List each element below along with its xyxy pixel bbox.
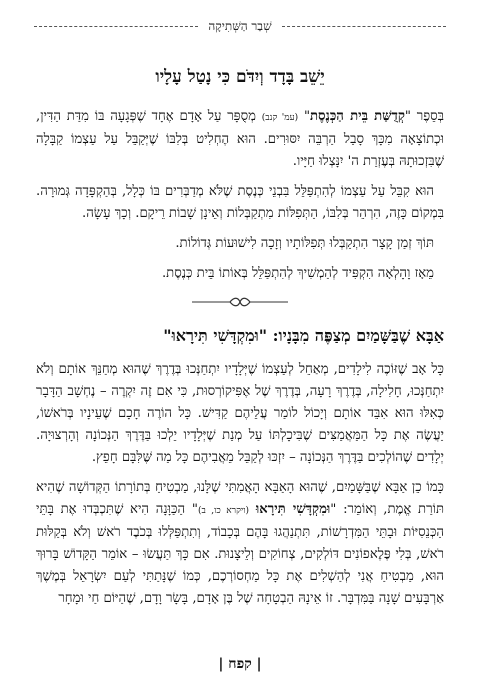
text-run: בְּסֵפֶר " [404,109,444,124]
section-1-title: יֵשֵׁב בָּדָד וְיִדֹּם כִּי נָטַל עָלָיו [155,67,325,87]
page-number: | קפח | [218,656,262,672]
text-run: מְסֻפָּר עַל אָדָם אֶחָד שֶׁפְּגָעָה בּוֹ מִדַּת הַדִּין, וּכְתוֹצָאָה מִכָּךְ סָבַל הַרְבֵּה יִסּוּרִים. הוּא הֶחְלִיט בְּלִבּוֹ שֶׁיְּקַבֵּל עַל עַצְמוֹ קַבָּלָה שֶׁבִּזְכוּתָהּ בְּעֶזְרַת ה' יִנָּצְלוּ חַיָּיו. [36,109,444,169]
running-header-label: שְׁבַר הַשְּׁתִיקָה [208,18,272,33]
header-rule-right [282,26,446,27]
verse-reference: (ויקרא כו, ב) [197,506,250,516]
header-rule-left [34,26,198,27]
section-1-paragraph-2: הוּא קִבֵּל עַל עַצְמוֹ לְהִתְפַּלֵּל בִּבְנֵי כְּנֶסֶת שֶׁלֹּא מְדַבְּרִים בּוֹ כְּלָל, בְּהַקְפָּדָה גְּמוּרָה. בִּמְקוֹם כָּזֶה, הִרְהֵר בְּלִבּוֹ, הַתְּפִלּוֹת מִתְקַבְּלוֹת וְאֵינָן שָׁבוֹת רֵיקָם. וְכָךְ עָשָׂה. [36,184,444,221]
text-run: כָּמוֹ כֵן אַבָּא שֶׁבַּשָּׁמַיִם, שֶׁהוּא הָאַבָּא הָאֲמִתִּי שֶׁלָּנוּ, מַבְטִיחַ בְּתוֹרָתוֹ הַקְּדוֹשָׁה שֶׁהִיא תּוֹרַת אֱמֶת, וְאוֹמֵר: " [36,480,444,517]
section-2-paragraph-1: כָּל אָב שֶׁזּוֹכֶה לִילָדִים, מְאַחֵל לְעַצְמוֹ שֶׁיְּלָדָיו יִתְחַנְּכוּ בְּדֶרֶךְ שֶׁהוּא מְחַנֵּךְ אוֹתָם וְלֹא יִתְחַנְּכוּ, חָלִילָה, בְּדֶרֶךְ רָעָה, בְּדֶרֶךְ שֶׁל אֶפִּיקוֹרְסוּת, כִּי אִם זֶה יִקְרֶה – נֶחְשָׁב הַדָּבָר כְּאִלּוּ הוּא אִבֵּד אוֹתָם וְיָכוֹל לוֹמַר עֲלֵיהֶם קַדִּישׁ. כָּל הוֹרֶה חָכָם שֶׁעֵינָיו בְּרֹאשׁוֹ, יַעֲשֶׂה אֶת כָּל הַמַּאֲמַצִּים שֶׁבִּיכָלְתּוֹ עַל מְנַת שֶׁיְּלָדָיו יֵלְכוּ בַּדֶּרֶךְ הַנְּכוֹנָה וְהָרְצוּיָה. יְלָדִים שֶׁהוֹלְכִים בַּדֶּרֶךְ הַנְּכוֹנָה – יִזְכּוּ לְקַבֵּל מֵאֲבִיהֶם כָּל מַה שֶּׁלִּבָּם חָפֵץ. [36,362,444,465]
source-reference: (עמ' קנב) [261,113,299,123]
text-run [249,502,256,517]
text-run: " הַכַּוָּנָה הִיא שֶׁתִּכְבְּדוּ אֶת בָּתֵּי הַכְּנֵסִיּוֹת וּבָתֵּי הַמִּדְרָשׁוֹת, תִּתְנַהֲגוּ בָּהֶם בְּכָבוֹד, וְתִתְפַּלְּלוּ בְּכֹבֶד רֹאשׁ וְלֹא בְּקַלּוּת רֹאשׁ, בְּלִי פֶּלֶאפוֹנִים דּוֹלְקִים, צְחוֹקִים וְלֵיצָנוּת. אִם כָּךְ תַּעֲשׂוּ – אוֹמֵר הַקָּדוֹשׁ בָּרוּךְ הוּא, מַבְטִיחַ אֲנִי לְהַשְׁלִים אֶת כָּל מַחְסוֹרְכֶם, כְּמוֹ שֶׁנָּתַתִּי לְעַם יִשְׂרָאֵל בְּמֶשֶׁךְ אַרְבָּעִים שָׁנָה בַּמִּדְבָּר. זוֹ אֵינָהּ הַבְטָחָה שֶׁל בֶּן אָדָם, בָּשָׂר וָדָם, שֶׁהַיּוֹם חַי וּמָחָר [36,502,444,606]
page-body [36,54,444,610]
section-1-paragraph-3: תּוֹךְ זְמַן קָצָר הִתְקַבְּלוּ תְּפִלּוֹתָיו וְזָכָה לִישׁוּעוֹת גְּדוֹלוֹת. [175,236,434,251]
section-2-title: אַבָּא שֶׁבַּשָּׁמַיִם מְצַפֶּה מִבָּנָיו: "וּמִקְדָּשִׁי תִּירָאוּ" [163,326,444,345]
verse-quote: וּמִקְדָּשִׁי תִּירָאוּ [255,502,331,517]
section-divider-ornament [36,291,444,313]
book-title: קְדֻשַּׁת בֵּית הַכְּנֶסֶת [310,109,405,124]
section-1-paragraph-1 [36,106,444,173]
text-run: " [298,109,311,124]
section-2-paragraph-2 [36,477,444,610]
running-header [34,18,446,34]
section-1-paragraph-4: מֵאָז וָהָלְאָה הִקְפִּיד לְהַמְשִׁיךְ לְהִתְפַּלֵּל בְּאוֹתוֹ בֵּית כְּנֶסֶת. [161,266,434,281]
